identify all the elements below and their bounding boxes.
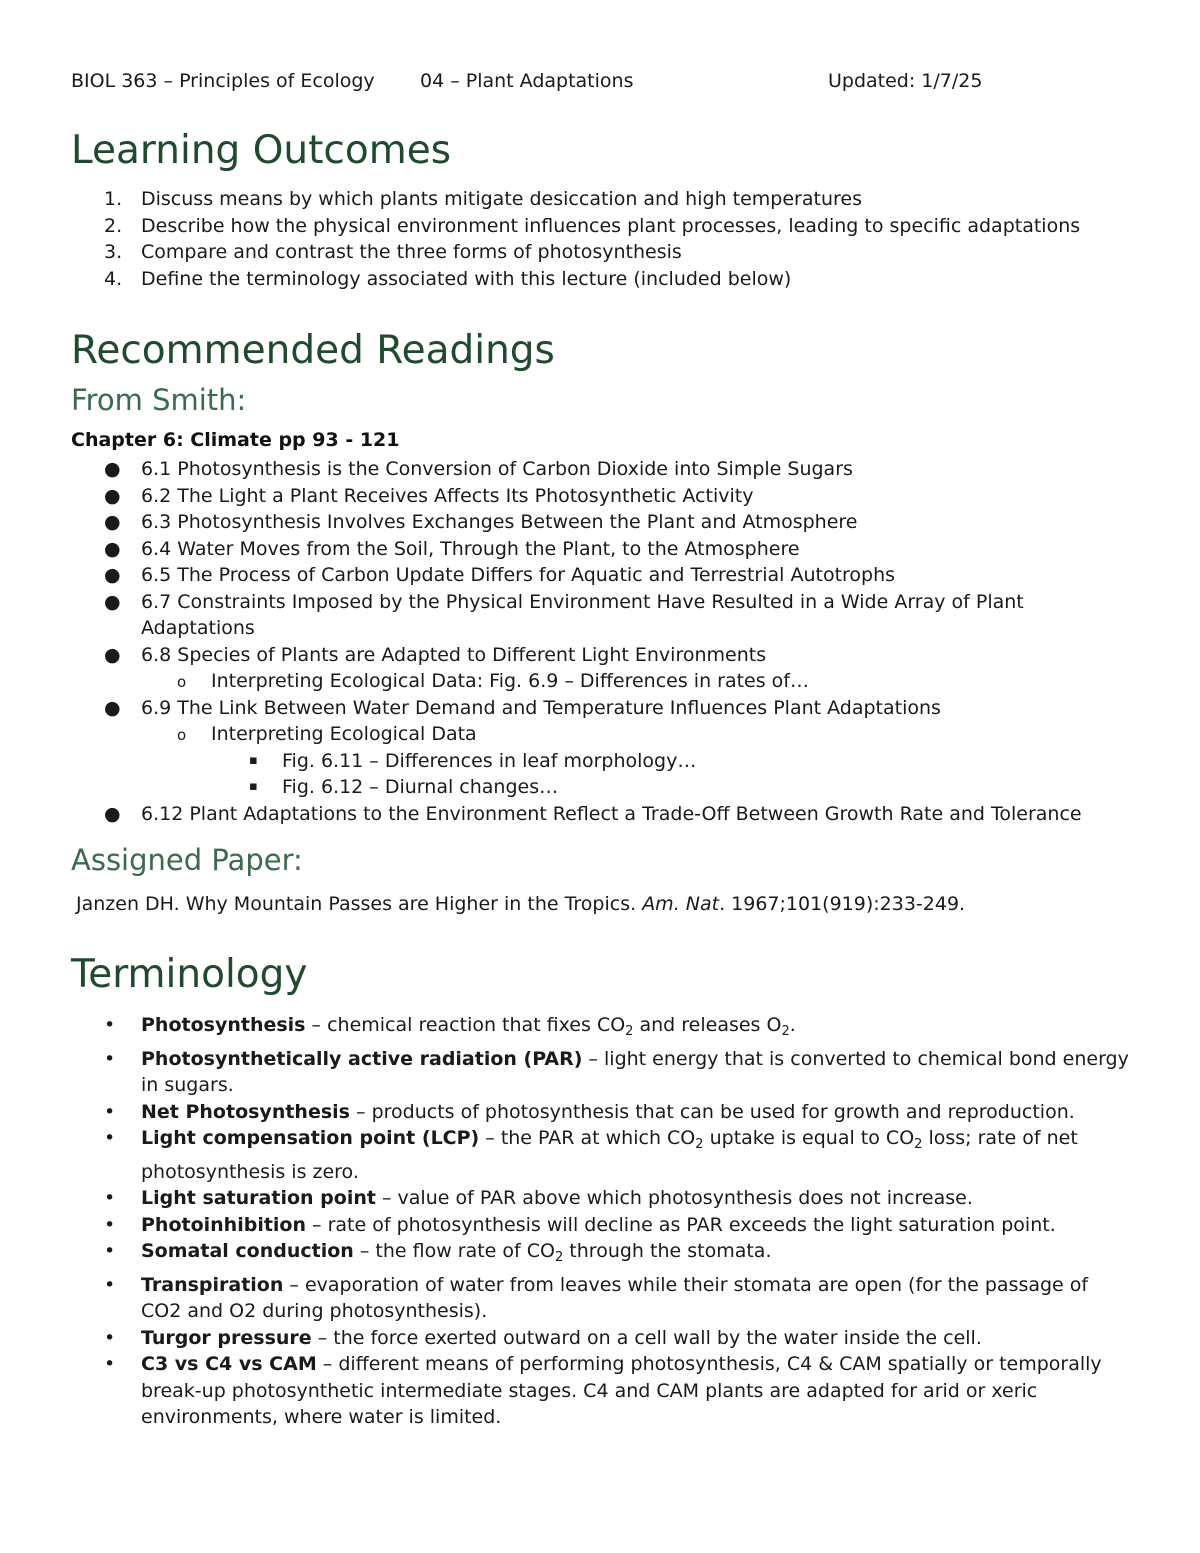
term-name: Photosynthetically active radiation (PAR): [141, 1047, 583, 1070]
list-item: [71, 456, 1131, 483]
list-item-text: Discuss means by which plants mitigate desiccation and high temperatures: [141, 188, 862, 210]
bullet-icon: •: [104, 1213, 116, 1236]
term-item: [71, 1185, 1131, 1212]
recommended-readings-heading: Recommended Readings: [71, 328, 555, 373]
term-definition: uptake is equal to CO: [703, 1127, 915, 1149]
list-item: [71, 186, 1131, 213]
list-item-text: Describe how the physical environment influences plant processes, leading to specific adaptations: [141, 214, 1081, 237]
list-item: [71, 239, 1131, 266]
term-name: C3 vs C4 vs CAM: [141, 1353, 317, 1375]
list-number: 3.: [104, 241, 123, 263]
list-item: [71, 213, 1131, 240]
journal-name: Am. Nat: [642, 893, 720, 915]
citation-text: Janzen DH. Why Mountain Passes are Higher in the Tropics.: [76, 893, 643, 915]
bullet-icon: ●: [104, 802, 121, 825]
term-definition: and releases O: [633, 1014, 782, 1036]
chapter-title: Chapter 6: Climate pp 93 - 121: [71, 429, 400, 451]
bullet-icon: •: [104, 1353, 116, 1375]
term-definition: loss; rate of net photosynthesis is zero.: [141, 1127, 1078, 1183]
bullet-icon: ●: [104, 564, 121, 586]
square-bullet-icon: ▪: [249, 752, 258, 768]
bullet-icon: ●: [104, 537, 121, 560]
updated-date: Updated: 1/7/25: [828, 70, 983, 92]
terminology-heading: Terminology: [71, 952, 308, 997]
term-name: Photoinhibition: [141, 1213, 307, 1236]
term-name: Light saturation point: [141, 1187, 376, 1209]
list-item-text: 6.5 The Process of Carbon Update Differs for Aquatic and Terrestrial Autotrophs: [141, 564, 896, 586]
term-item: [71, 1351, 1131, 1431]
list-item: [71, 483, 1131, 510]
term-name: Net Photosynthesis: [141, 1100, 350, 1123]
bullet-icon: •: [104, 1273, 116, 1296]
bullet-icon: ●: [104, 484, 121, 507]
term-name: Photosynthesis: [141, 1014, 306, 1036]
list-item-text: 6.8 Species of Plants are Adapted to Different Light Environments: [141, 643, 767, 666]
term-definition: – the flow rate of CO: [353, 1240, 555, 1262]
sub-list-item: [71, 721, 1131, 801]
list-item: [71, 509, 1131, 536]
term-item: [71, 1325, 1131, 1352]
term-item: [71, 1272, 1131, 1325]
term-definition: – evaporation of water from leaves while their stomata are open (for the passage of CO2 and O2 during photosynthesis).: [141, 1273, 1089, 1322]
learning-outcomes-heading: Learning Outcomes: [71, 128, 452, 173]
term-item: [71, 1238, 1131, 1272]
subscript: 2: [781, 1024, 790, 1039]
learning-outcomes-list: [71, 186, 1131, 292]
term-name: Light compensation point (LCP): [141, 1127, 480, 1149]
subscript: 2: [625, 1024, 634, 1039]
term-name: Transpiration: [141, 1273, 284, 1296]
list-item: [71, 562, 1131, 589]
bullet-icon: ●: [104, 458, 121, 480]
bullet-icon: •: [104, 1014, 116, 1036]
subscript: 2: [695, 1137, 704, 1152]
list-number: 1.: [104, 188, 123, 210]
bullet-icon: •: [104, 1127, 116, 1149]
term-definition: – light energy that is converted to chemical bond energy in sugars.: [141, 1047, 1129, 1096]
bullet-icon: •: [104, 1240, 116, 1262]
list-item-text: 6.1 Photosynthesis is the Conversion of Carbon Dioxide into Simple Sugars: [141, 458, 853, 480]
term-item: [71, 1212, 1131, 1239]
list-item-text: 6.9 The Link Between Water Demand and Temperature Influences Plant Adaptations: [141, 696, 941, 719]
term-name: Turgor pressure: [141, 1326, 312, 1349]
from-smith-subheading: From Smith:: [71, 383, 247, 417]
list-item-text: 6.2 The Light a Plant Receives Affects Its Photosynthetic Activity: [141, 484, 754, 507]
bullet-icon: ●: [104, 696, 121, 719]
list-item: [71, 801, 1131, 828]
list-item: [71, 536, 1131, 563]
sub-list: [141, 721, 1131, 801]
sub-sub-list: [211, 748, 1131, 801]
term-definition: through the stomata.: [563, 1240, 772, 1262]
bullet-icon: ●: [104, 590, 121, 613]
bullet-icon: •: [104, 1326, 116, 1349]
list-item: [71, 589, 1131, 642]
term-definition: – value of PAR above which photosynthesis does not increase.: [375, 1187, 973, 1209]
sub-sub-list-item-text: Fig. 6.11 – Differences in leaf morphology…: [282, 749, 697, 772]
sub-list-item-text: Interpreting Ecological Data: [211, 723, 477, 745]
term-definition: – the force exerted outward on a cell wall by the water inside the cell.: [311, 1326, 982, 1349]
bullet-icon: •: [104, 1100, 116, 1123]
list-item-text: Define the terminology associated with this lecture (included below): [141, 267, 792, 290]
term-item: [71, 1012, 1131, 1046]
term-name: Somatal conduction: [141, 1240, 354, 1262]
term-definition: .: [789, 1014, 796, 1036]
square-bullet-icon: ▪: [249, 779, 258, 794]
sub-sub-list-item: [71, 748, 1131, 775]
term-definition: – products of photosynthesis that can be used for growth and reproduction.: [349, 1100, 1075, 1123]
list-item-text: 6.3 Photosynthesis Involves Exchanges Between the Plant and Atmosphere: [141, 511, 858, 533]
circle-bullet-icon: o: [177, 726, 187, 744]
sub-sub-list-item-text: Fig. 6.12 – Diurnal changes…: [282, 776, 559, 798]
list-item-text: Compare and contrast the three forms of photosynthesis: [141, 241, 682, 263]
paper-citation: [76, 891, 965, 918]
term-definition: – the PAR at which CO: [479, 1127, 696, 1149]
term-item: [71, 1099, 1131, 1126]
term-item: [71, 1125, 1131, 1185]
sub-list-item: [71, 668, 1131, 695]
sub-list-item-text: Interpreting Ecological Data: Fig. 6.9 – Differences in rates of…: [211, 670, 809, 692]
assigned-paper-heading: Assigned Paper:: [71, 843, 303, 877]
subscript: 2: [554, 1250, 564, 1265]
bullet-icon: •: [104, 1187, 116, 1209]
list-number: 2.: [104, 214, 123, 237]
term-item: [71, 1046, 1131, 1099]
list-item-text: 6.12 Plant Adaptations to the Environment Reflect a Trade-Off Between Growth Rate and Tolerance: [141, 802, 1082, 825]
list-number: 4.: [104, 267, 123, 290]
subscript: 2: [914, 1137, 923, 1152]
term-definition: – chemical reaction that fixes CO: [305, 1014, 626, 1036]
list-item: [71, 642, 1131, 695]
course-title: BIOL 363 – Principles of Ecology: [71, 70, 375, 92]
bullet-icon: ●: [104, 511, 121, 533]
list-item: [71, 695, 1131, 801]
bullet-icon: ●: [104, 643, 121, 666]
list-item-text: 6.4 Water Moves from the Soil, Through the Plant, to the Atmosphere: [141, 537, 800, 560]
term-definition: – different means of performing photosynthesis, C4 & CAM spatially or temporally break-up photosynthetic intermediate stages. C4 and CAM plants are adapted for arid or xeric environments, where water is limited.: [141, 1353, 1102, 1428]
terminology-list: [71, 1012, 1131, 1431]
list-item-text: 6.7 Constraints Imposed by the Physical Environment Have Resulted in a Wide Array of Plant Adaptations: [141, 590, 1024, 639]
term-definition: – rate of photosynthesis will decline as PAR exceeds the light saturation point.: [306, 1213, 1056, 1236]
circle-bullet-icon: o: [177, 673, 187, 691]
list-item: [71, 266, 1131, 293]
readings-list: [71, 456, 1131, 827]
citation-details: . 1967;101(919):233-249.: [719, 893, 966, 915]
sub-sub-list-item: [71, 774, 1131, 801]
lecture-title: 04 – Plant Adaptations: [420, 70, 634, 92]
sub-list: [141, 668, 1131, 695]
bullet-icon: •: [104, 1047, 116, 1070]
